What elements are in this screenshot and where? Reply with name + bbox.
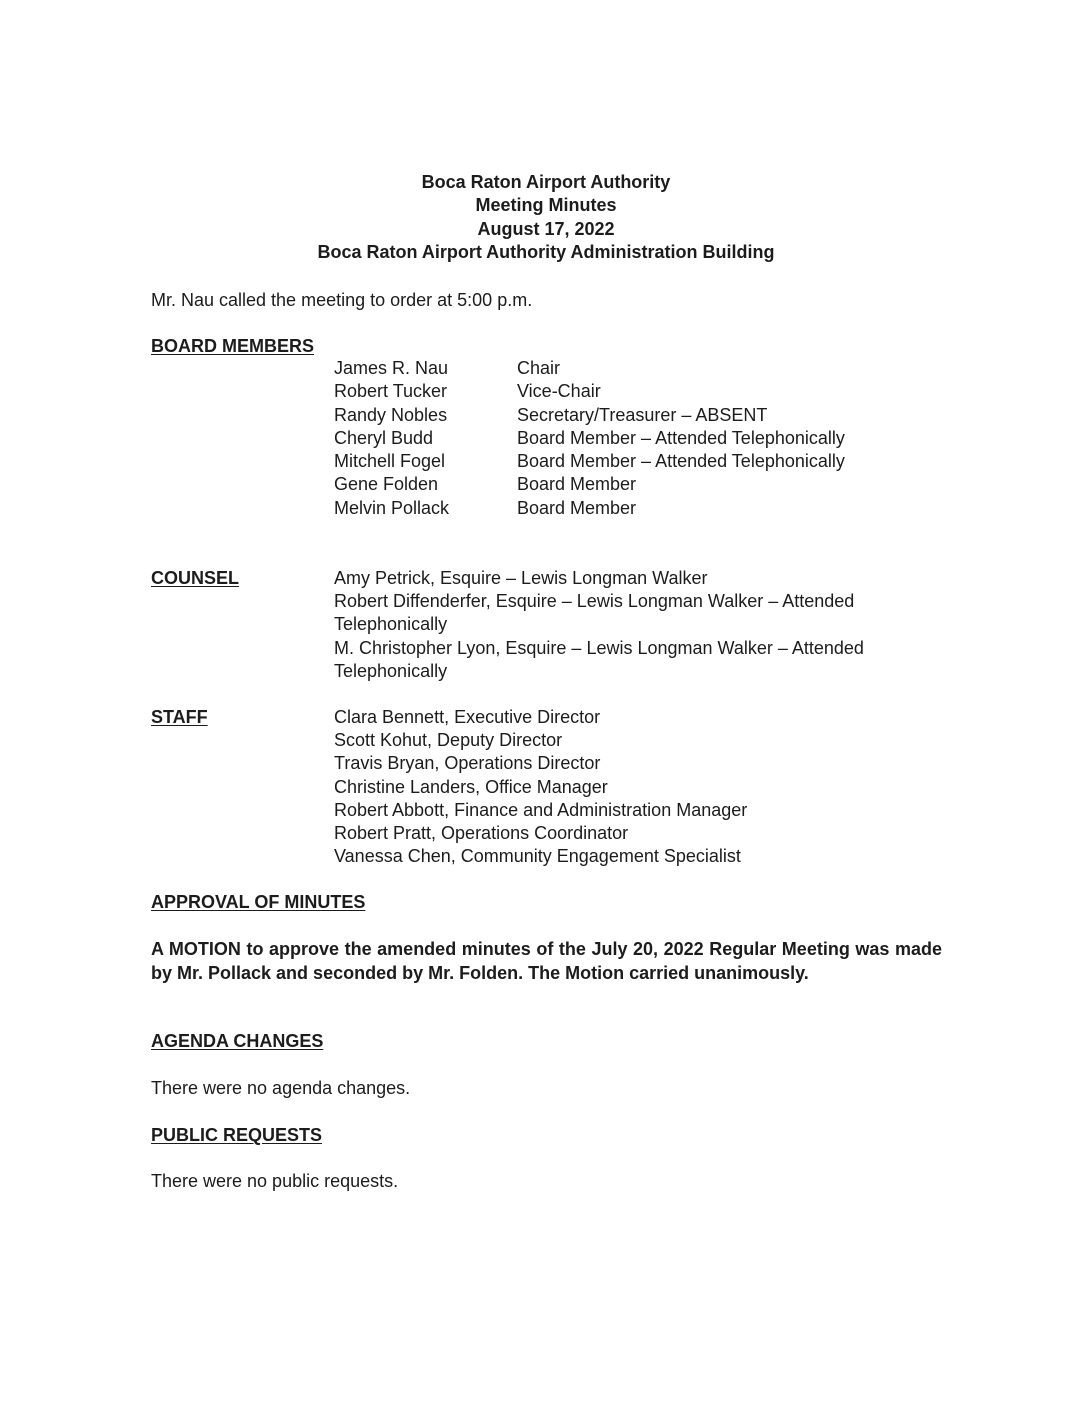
board-member-name: James R. Nau <box>334 358 449 378</box>
public-requests-heading: PUBLIC REQUESTS <box>151 1125 323 1145</box>
document-title: Meeting Minutes <box>475 195 617 216</box>
staff-heading: STAFF <box>151 707 208 727</box>
call-to-order: Mr. Nau called the meeting to order at 5:00 p.m. <box>151 290 533 310</box>
staff-line: Christine Landers, Office Manager <box>334 776 608 797</box>
agenda-changes-text: There were no agenda changes. <box>151 1078 411 1098</box>
org-name: Boca Raton Airport Authority <box>421 172 671 192</box>
counsel-list <box>334 567 864 683</box>
board-member-name: Cheryl Budd <box>334 427 434 448</box>
board-member-names <box>334 357 449 520</box>
counsel-line: Telephonically <box>334 614 448 635</box>
board-member-role: Board Member <box>517 474 637 495</box>
staff-line: Scott Kohut, Deputy Director <box>334 730 563 751</box>
staff-line: Travis Bryan, Operations Director <box>334 753 601 774</box>
staff-line: Vanessa Chen, Community Engagement Specialist <box>334 846 741 867</box>
approval-of-minutes-heading: APPROVAL OF MINUTES <box>151 892 366 912</box>
board-member-name: Mitchell Fogel <box>334 451 446 472</box>
board-member-name: Randy Nobles <box>334 404 448 425</box>
board-member-role: Vice-Chair <box>517 381 601 402</box>
board-member-role: Chair <box>517 358 561 378</box>
board-member-role: Board Member – Attended Telephonically <box>517 427 845 448</box>
counsel-heading: COUNSEL <box>151 568 240 588</box>
counsel-line: Telephonically <box>334 660 448 681</box>
board-member-name: Robert Tucker <box>334 381 448 402</box>
board-member-role: Secretary/Treasurer – ABSENT <box>517 404 768 425</box>
staff-line: Robert Abbott, Finance and Administration Manager <box>334 799 748 820</box>
document-header <box>150 171 942 265</box>
agenda-changes-heading: AGENDA CHANGES <box>151 1031 324 1051</box>
approval-motion: A MOTION to approve the amended minutes of the July 20, 2022 Regular Meeting was made by Mr. Pollack and seconded by Mr. Folden. The Motion carried unanimously. <box>151 939 942 983</box>
meeting-location: Boca Raton Airport Authority Administration Building <box>317 242 775 263</box>
staff-line: Clara Bennett, Executive Director <box>334 707 601 727</box>
counsel-line: Amy Petrick, Esquire – Lewis Longman Walker <box>334 568 708 588</box>
staff-line: Robert Pratt, Operations Coordinator <box>334 823 629 844</box>
board-member-name: Gene Folden <box>334 474 439 495</box>
staff-list <box>334 706 747 868</box>
meeting-date: August 17, 2022 <box>477 218 615 239</box>
board-member-role: Board Member – Attended Telephonically <box>517 451 845 472</box>
board-member-roles <box>517 357 845 520</box>
board-members-heading: BOARD MEMBERS <box>151 336 315 356</box>
counsel-line: M. Christopher Lyon, Esquire – Lewis Longman Walker – Attended <box>334 637 864 658</box>
board-member-name: Melvin Pollack <box>334 497 450 518</box>
counsel-line: Robert Diffenderfer, Esquire – Lewis Longman Walker – Attended <box>334 591 855 612</box>
public-requests-text: There were no public requests. <box>151 1171 399 1191</box>
board-member-role: Board Member <box>517 497 637 518</box>
